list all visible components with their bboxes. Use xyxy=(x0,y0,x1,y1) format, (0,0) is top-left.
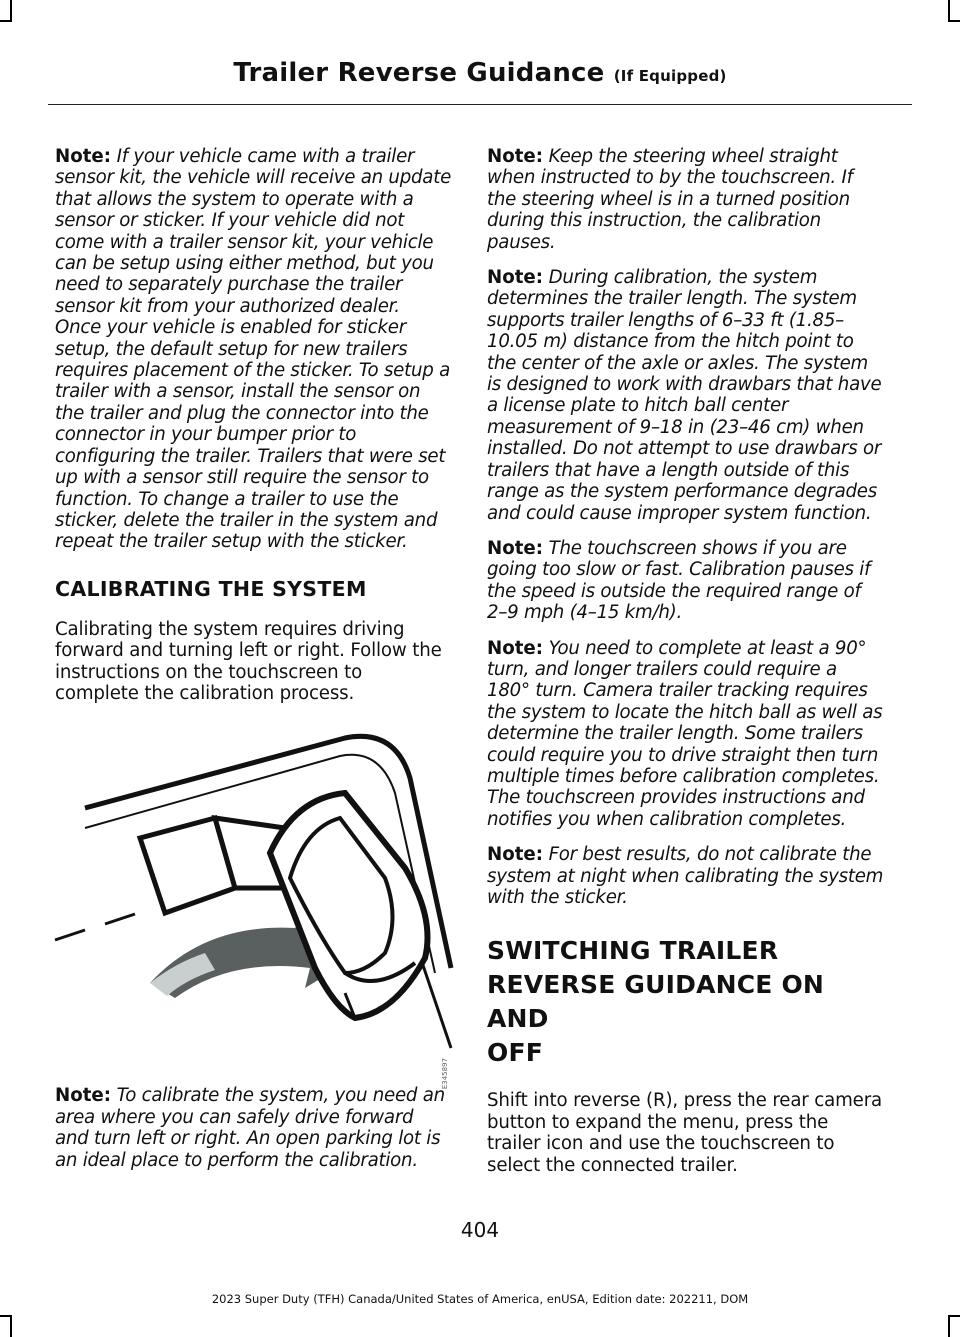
note-speed xyxy=(487,538,885,624)
crop-mark xyxy=(948,1315,960,1317)
switching-body: Shift into reverse (R), press the rear camera button to expand the menu, press the trailer icon and use the touchscreen to select the connected trailer. xyxy=(487,1090,883,1176)
section-heading-calibrating: CALIBRATING THE SYSTEM xyxy=(55,576,367,601)
page-number: 404 xyxy=(460,1218,500,1242)
note-text: You need to complete at least a 90° turn, and longer trailers could require a 180° turn. Camera trailer tracking requires the system to locate the hitch ball as well as determine the trailer length. Some trailers could require you to drive straight then turn multiple times before calibration completes. The touchscreen provides instructions and notifies you when calibration completes. xyxy=(487,637,883,830)
calibration-body: Calibrating the system requires driving forward and turning left or right. Follow the instructions on the touchscreen to complete the calibration process. xyxy=(55,618,442,704)
figure-id: E345897 xyxy=(441,1058,449,1090)
section-heading-switching xyxy=(487,934,885,1070)
note-label: Note: xyxy=(487,637,544,659)
heading-line: OFF xyxy=(487,1038,544,1068)
calibration-illustration xyxy=(55,718,451,1090)
note-label: Note: xyxy=(487,146,544,167)
crop-mark xyxy=(948,20,960,22)
heading-line: REVERSE GUIDANCE ON AND xyxy=(487,970,825,1034)
note-label: Note: xyxy=(487,267,544,289)
lane-dash xyxy=(105,914,135,924)
left-column xyxy=(55,146,451,1185)
note-trailer-length xyxy=(487,267,885,524)
note-label: Note: xyxy=(487,537,544,559)
header-rule xyxy=(48,104,912,105)
crop-mark xyxy=(948,0,950,22)
note-text: To calibrate the system, you need an area where you can safely drive forward and turn left or right. An open parking lot is an ideal place to perform the calibration. xyxy=(55,1085,445,1171)
page-title-text: Trailer Reverse Guidance xyxy=(233,58,605,88)
page-title xyxy=(0,58,960,88)
note-text: During calibration, the system determines the trailer length. The system supports trailer lengths of 6–33 ft (1.85–10.05 m) distance from the hitch point to the center of the axle or axles. The system is designed to work with drawbars that have a license plate to hitch ball center measurement of 9–18 in (23–46 cm) when installed. Do not attempt to use drawbars or trailers that have a length outside of this range as the system performance degrades and could cause improper system function. xyxy=(487,267,882,524)
crop-mark xyxy=(10,1315,12,1337)
note-night xyxy=(487,844,885,908)
truck xyxy=(270,793,428,1018)
note-text: For best results, do not calibrate the system at night when calibrating the system with the sticker. xyxy=(487,844,884,908)
crop-mark xyxy=(0,1315,12,1317)
page-title-suffix: (If Equipped) xyxy=(613,67,727,85)
crop-mark xyxy=(0,20,12,22)
crop-mark xyxy=(10,0,12,22)
note-label: Note: xyxy=(55,146,112,167)
note-steering-wheel xyxy=(487,146,885,253)
note-sensor-kit xyxy=(55,146,451,553)
note-calibration-area xyxy=(55,1085,451,1171)
note-text: If your vehicle came with a trailer sensor kit, the vehicle will receive an update that allows the system to operate with a sensor or sticker. If your vehicle did not come with a trailer sensor kit, your vehicle can be setup using either method, but you need to separately purchase the trailer sensor kit from your authorized dealer. Once your vehicle is enabled for sticker setup, the default setup for new trailers requires placement of the sticker. To setup a trailer with a sensor, install the sensor on the trailer and plug the connector into the connector in your bumper prior to configuring the trailer. Trailers that were set up with a sensor still require the sensor to function. To change a trailer to use the sticker, delete the trailer in the system and repeat the trailer setup with the sticker. xyxy=(55,146,452,553)
note-label: Note: xyxy=(55,1085,112,1107)
note-turn xyxy=(487,638,885,831)
note-text: The touchscreen shows if you are going too slow or fast. Calibration pauses if the speed is outside the required range of 2–9 mph (4–15 km/h). xyxy=(487,537,871,624)
edition-footer: 2023 Super Duty (TFH) Canada/United States of America, enUSA, Edition date: 202211, DOM xyxy=(211,1292,749,1306)
calibration-illustration-svg xyxy=(55,718,451,1090)
right-column xyxy=(487,146,885,1190)
lane-dash xyxy=(55,930,85,940)
note-text: Keep the steering wheel straight when instructed to by the touchscreen. If the steering wheel is in a turned position during this instruction, the calibration pauses. xyxy=(487,146,853,253)
heading-line: SWITCHING TRAILER xyxy=(487,936,779,966)
note-label: Note: xyxy=(487,844,544,866)
crop-mark xyxy=(948,1315,950,1337)
